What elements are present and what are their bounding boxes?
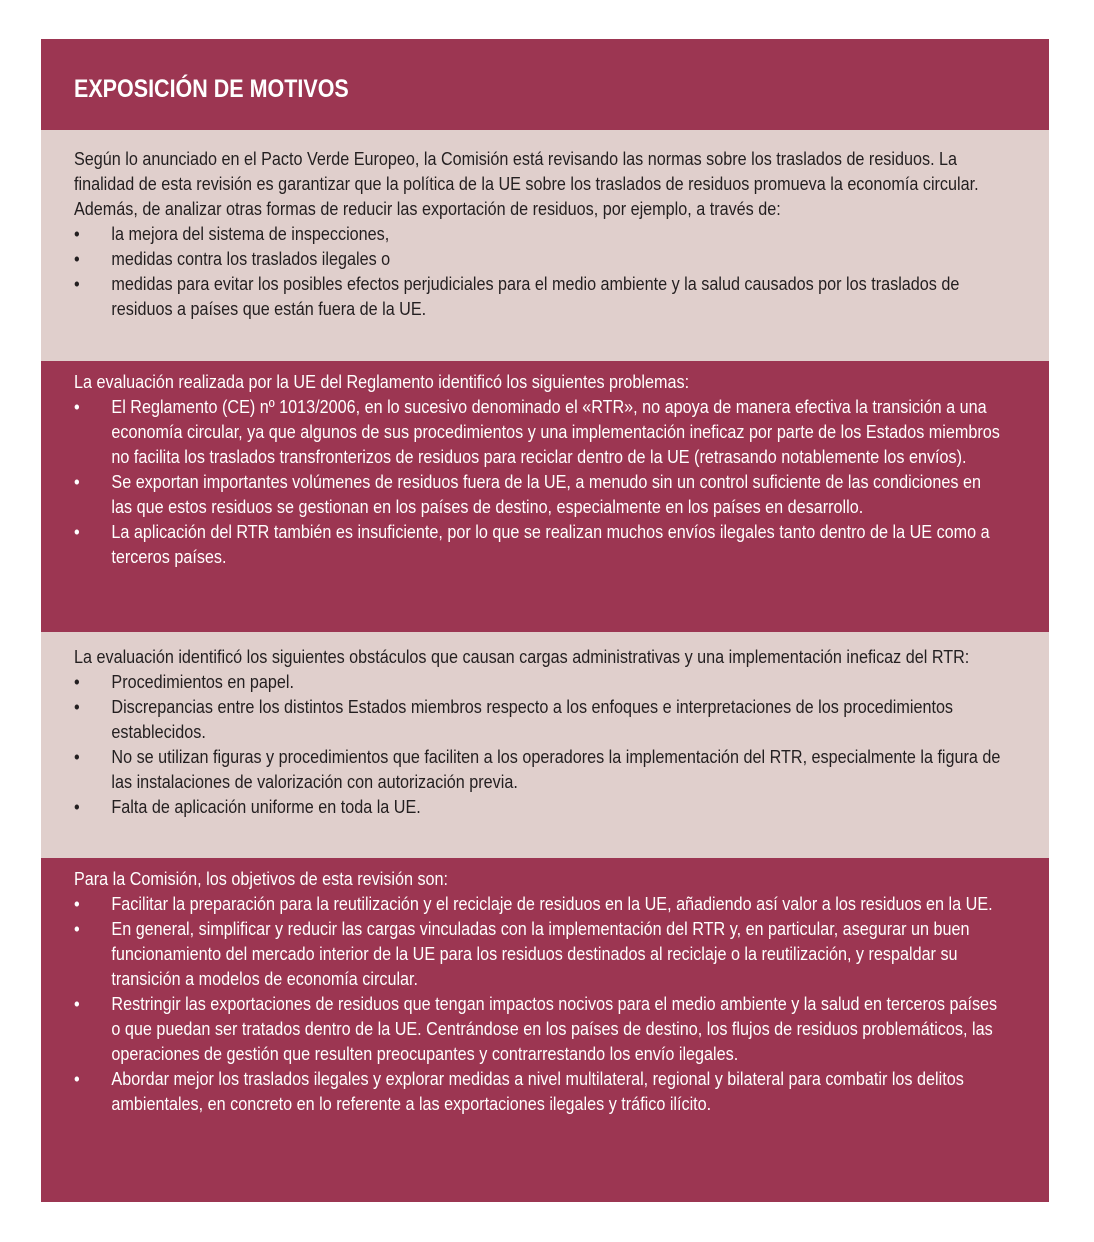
list-item-text: la mejora del sistema de inspecciones,: [111, 223, 390, 244]
section-revision-normas: [41, 130, 1049, 361]
section-intro: Para la Comisión, los objetivos de esta revisión son:: [74, 868, 449, 889]
section-intro: Según lo anunciado en el Pacto Verde Europeo, la Comisión está revisando las normas sobre los traslados de residuos. La finalidad de esta revisión es garantizar que la política de la UE sobre los traslados de residuos promueva la economía circular. Además, de analizar otras formas de reducir las exportación de residuos, por ejemplo, a través de:: [74, 148, 979, 219]
list-item-text: Procedimientos en papel.: [111, 671, 294, 692]
bullet-icon: •: [74, 696, 80, 717]
section-obstaculos: [41, 632, 1049, 858]
list-item-text: medidas contra los traslados ilegales o: [111, 248, 391, 269]
bullet-icon: •: [74, 993, 80, 1014]
list-item-text: Discrepancias entre los distintos Estados miembros respecto a los enfoques e interpretaciones de los procedimientos establecidos.: [111, 696, 954, 742]
list-item: [74, 1066, 1003, 1116]
bullet-icon: •: [74, 248, 80, 269]
bullet-icon: •: [74, 671, 80, 692]
panel-title: EXPOSICIÓN DE MOTIVOS: [74, 75, 349, 103]
list-item-text: La aplicación del RTR también es insuficiente, por lo que se realizan muchos envíos ilegales tanto dentro de la UE como a terceros países.: [111, 521, 990, 567]
list-item-text: Restringir las exportaciones de residuos que tengan impactos nocivos para el medio ambiente y la salud en terceros países o que puedan ser tratados dentro de la UE. Centrándose en los países de destino, los flujos de residuos problemáticos, las operaciones de gestión que resulten preocupantes y contrarrestando los envío ilegales.: [111, 993, 998, 1064]
bullet-icon: •: [74, 521, 80, 542]
bullet-list: [74, 669, 1003, 819]
list-item: [74, 794, 1003, 819]
bullet-icon: •: [74, 1068, 80, 1089]
bullet-icon: •: [74, 893, 80, 914]
list-item: [74, 221, 1003, 246]
list-item: [74, 246, 1003, 271]
list-item-text: Abordar mejor los traslados ilegales y explorar medidas a nivel multilateral, regional y bilateral para combatir los delitos ambientales, en concreto en lo referente a las exportaciones ilegales y tráfico ilícito.: [111, 1068, 964, 1114]
bullet-icon: •: [74, 273, 80, 294]
list-item-text: Facilitar la preparación para la reutilización y el reciclaje de residuos en la UE, añadiendo así valor a los residuos en la UE.: [111, 893, 993, 914]
list-item: [74, 991, 1003, 1066]
list-item-text: Falta de aplicación uniforme en toda la UE.: [111, 796, 421, 817]
list-item: [74, 394, 1003, 469]
section-intro: La evaluación realizada por la UE del Reglamento identificó los siguientes problemas:: [74, 371, 690, 392]
section-problemas: [41, 361, 1049, 632]
list-item: [74, 271, 1003, 321]
bullet-icon: •: [74, 223, 80, 244]
exposicion-panel: [41, 39, 1049, 1202]
section-objetivos: [41, 858, 1049, 1202]
list-item-text: En general, simplificar y reducir las cargas vinculadas con la implementación del RTR y, en particular, asegurar un buen funcionamiento del mercado interior de la UE para los residuos destinados al reciclaje o la reutilización, y respaldar su transición a modelos de economía circular.: [111, 918, 970, 989]
bullet-icon: •: [74, 918, 80, 939]
list-item-text: El Reglamento (CE) nº 1013/2006, en lo sucesivo denominado el «RTR», no apoya de manera efectiva la transición a una economía circular, ya que algunos de sus procedimientos y una implementación ineficaz por parte de los Estados miembros no facilita los traslados transfronterizos de residuos para reciclar dentro de la UE (retrasando notablemente los envíos).: [111, 396, 1000, 467]
bullet-icon: •: [74, 796, 80, 817]
bullet-list: [74, 394, 1003, 569]
list-item-text: Se exportan importantes volúmenes de residuos fuera de la UE, a menudo sin un control suficiente de las condiciones en las que estos residuos se gestionan en los países de destino, especialmente en los países en desarrollo.: [111, 471, 981, 517]
bullet-icon: •: [74, 396, 80, 417]
section-intro: La evaluación identificó los siguientes obstáculos que causan cargas administrativas y una implementación ineficaz del RTR:: [74, 646, 970, 667]
bullet-icon: •: [74, 746, 80, 767]
list-item: [74, 519, 1003, 569]
list-item: [74, 744, 1003, 794]
bullet-list: [74, 891, 1003, 1116]
bullet-icon: •: [74, 471, 80, 492]
list-item-text: medidas para evitar los posibles efectos perjudiciales para el medio ambiente y la salud causados por los traslados de residuos a países que están fuera de la UE.: [111, 273, 960, 319]
list-item: [74, 916, 1003, 991]
list-item: [74, 669, 1003, 694]
list-item: [74, 694, 1003, 744]
list-item: [74, 469, 1003, 519]
list-item-text: No se utilizan figuras y procedimientos que faciliten a los operadores la implementación del RTR, especialmente la figura de las instalaciones de valorización con autorización previa.: [111, 746, 1001, 792]
bullet-list: [74, 221, 1003, 321]
list-item: [74, 891, 1003, 916]
